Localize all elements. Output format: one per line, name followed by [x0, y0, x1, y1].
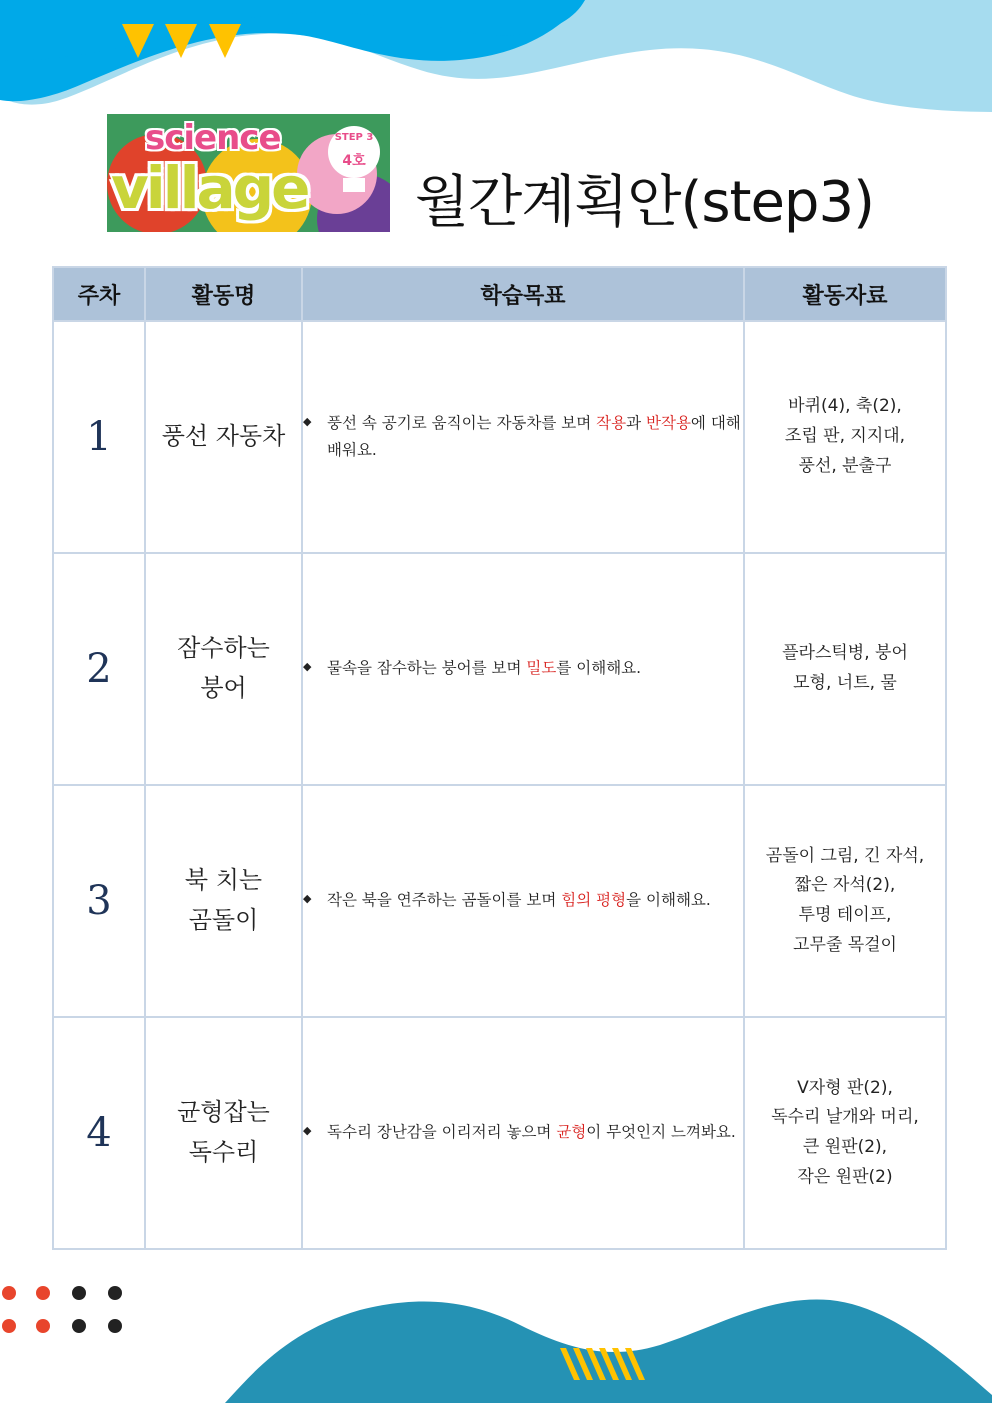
dot: [36, 1286, 50, 1300]
activity-line: 붕어: [200, 674, 247, 702]
logo-issue-label: 4호: [342, 153, 366, 169]
material-line: 짧은 자석(2),: [794, 875, 896, 896]
diamond-bullet-icon: ◆: [303, 892, 312, 906]
page-title: 월간계획안(step3): [415, 170, 874, 235]
table-header-row: [53, 267, 946, 321]
materials: [744, 1017, 946, 1249]
highlighted-keyword: 반작용: [646, 413, 691, 432]
dot: [108, 1319, 122, 1333]
material-line: 곰돌이 그림, 긴 자석,: [765, 845, 925, 866]
header-goal: 학습목표: [302, 267, 744, 321]
material-line: V자형 판(2),: [797, 1077, 893, 1098]
learning-goal: [302, 785, 744, 1017]
header-activity: 활동명: [145, 267, 302, 321]
material-line: 투명 테이프,: [798, 905, 892, 925]
monthly-plan-table: [52, 266, 947, 1250]
logo-science-text: science: [145, 118, 281, 158]
material-line: 작은 원판(2): [797, 1166, 893, 1187]
logo-village-text: village: [111, 154, 308, 222]
highlighted-keyword: 밀도: [526, 659, 557, 678]
diamond-bullet-icon: ◆: [303, 414, 312, 428]
activity-line: 풍선 자동차: [161, 422, 286, 451]
highlighted-keyword: 균형: [556, 1123, 587, 1142]
activity-line: 균형잡는: [177, 1098, 270, 1127]
material-line: 플라스틱병, 붕어: [782, 643, 908, 664]
dot: [36, 1319, 50, 1333]
table-row: [53, 1017, 946, 1249]
table-row: [53, 785, 946, 1017]
dot: [72, 1319, 86, 1333]
learning-goal: [302, 1017, 744, 1249]
goal-bullet-item: ◆ 작은 북을 연주하는 곰돌이를 보며 힘의 평형을 이해해요.: [303, 887, 743, 914]
yellow-stripes-icon: [560, 1348, 645, 1380]
highlighted-keyword: 힘의 평형: [561, 891, 627, 910]
week-number: 2: [53, 553, 145, 785]
highlighted-keyword: 작용: [596, 413, 627, 432]
top-wave-decoration: [0, 0, 992, 130]
material-line: 독수리 날개와 머리,: [771, 1107, 919, 1128]
material-line: 모형, 너트, 물: [793, 673, 897, 693]
material-line: 큰 원판(2),: [802, 1137, 888, 1157]
goal-bullet-item: ◆ 물속을 잠수하는 붕어를 보며 밀도를 이해해요.: [303, 655, 743, 682]
diamond-bullet-icon: ◆: [303, 660, 312, 674]
learning-goal: [302, 321, 744, 553]
week-number: 1: [53, 321, 145, 553]
material-line: 조립 판, 지지대,: [784, 426, 906, 447]
activity-line: 북 치는: [184, 866, 263, 895]
header-materials: 활동자료: [744, 267, 946, 321]
diamond-bullet-icon: ◆: [303, 1124, 312, 1138]
dot: [72, 1286, 86, 1300]
activity-line: 잠수하는: [177, 634, 270, 663]
activity-name: [145, 785, 302, 1017]
material-line: 바퀴(4), 축(2),: [788, 396, 902, 417]
week-number: 4: [53, 1017, 145, 1249]
activity-name: [145, 1017, 302, 1249]
material-line: 풍선, 분출구: [798, 455, 892, 476]
activity-name: [145, 553, 302, 785]
week-number: 3: [53, 785, 145, 1017]
table-row: [53, 553, 946, 785]
activity-name: [145, 321, 302, 553]
material-line: 고무줄 목걸이: [793, 934, 897, 955]
table-row: [53, 321, 946, 553]
goal-bullet-item: ◆ 독수리 장난감을 이리저리 놓으며 균형이 무엇인지 느껴봐요.: [303, 1119, 743, 1146]
learning-goal: [302, 553, 744, 785]
science-village-logo: [107, 114, 390, 232]
dot: [108, 1286, 122, 1300]
logo-step-label: STEP 3: [334, 132, 374, 143]
materials: [744, 553, 946, 785]
goal-bullet-item: ◆ 풍선 속 공기로 움직이는 자동차를 보며 작용과 반작용에 대해 배워요.: [303, 410, 743, 464]
activity-line: 독수리: [188, 1138, 259, 1166]
dot: [2, 1286, 16, 1300]
materials: [744, 321, 946, 553]
materials: [744, 785, 946, 1017]
dot: [2, 1319, 16, 1333]
header-week: 주차: [53, 267, 145, 321]
activity-line: 곰돌이: [188, 906, 259, 934]
